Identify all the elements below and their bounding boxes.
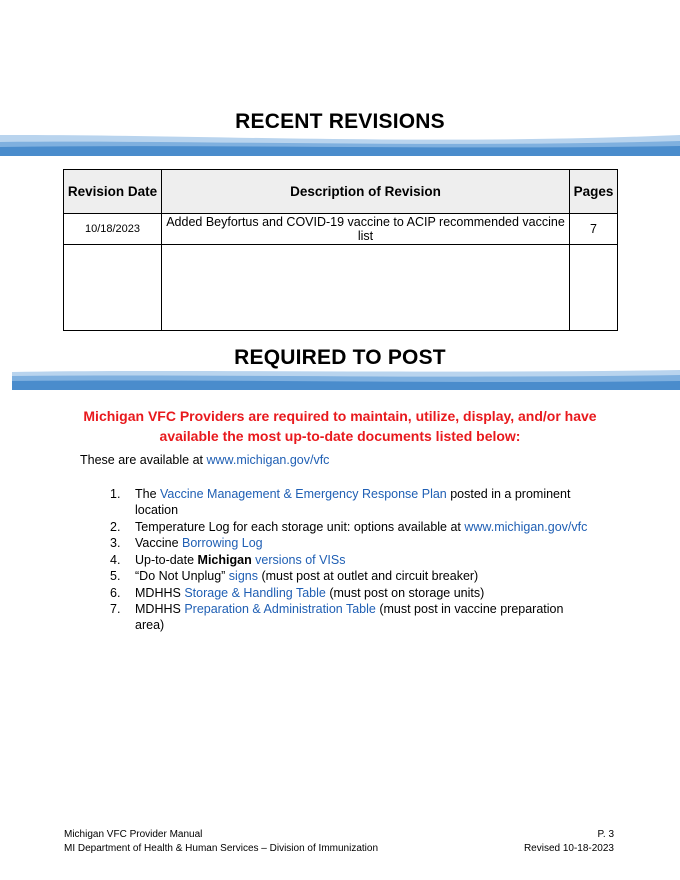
recent-revisions-heading: RECENT REVISIONS xyxy=(235,110,445,133)
item-text: (must post in vaccine preparation area) xyxy=(135,602,564,632)
notice-line: Michigan VFC Providers are required to maintain, utilize, display, and/or have xyxy=(83,408,597,424)
revision-description-cell: Added Beyfortus and COVID-19 vaccine to ACIP recommended vaccine list xyxy=(162,214,570,245)
list-item xyxy=(110,601,590,633)
list-item xyxy=(110,585,590,601)
empty-cell xyxy=(64,245,162,331)
preparation-administration-table-link[interactable]: Preparation & Administration Table xyxy=(184,602,376,616)
temperature-log-link[interactable]: www.michigan.gov/vfc xyxy=(464,519,588,534)
item-text: MDHHS xyxy=(135,602,185,616)
item-text: The xyxy=(135,487,161,501)
revisions-table xyxy=(63,169,618,331)
footer-department: MI Department of Health & Human Services – Division of Immunization xyxy=(64,843,379,854)
footer-manual-title: Michigan VFC Provider Manual xyxy=(64,829,203,840)
list-item xyxy=(110,552,590,568)
item-number: 3. xyxy=(110,536,121,550)
table-row xyxy=(64,214,618,245)
item-number: 5. xyxy=(110,569,121,583)
availability-prefix: These are available at xyxy=(80,453,207,467)
item-text: “Do Not Unplug” xyxy=(135,569,229,583)
page-number: P. 3 xyxy=(597,829,614,840)
item-text: (must post on storage units) xyxy=(325,585,485,600)
list-item xyxy=(110,568,590,584)
do-not-unplug-signs-link[interactable]: signs xyxy=(228,569,258,583)
required-documents-list xyxy=(110,486,590,634)
vis-versions-link[interactable]: versions of VISs xyxy=(251,552,346,567)
column-header-revision-date: Revision Date xyxy=(64,170,162,214)
revision-date-cell: 10/18/2023 xyxy=(64,214,162,245)
availability-text xyxy=(80,453,329,467)
required-notice xyxy=(60,406,620,446)
empty-cell xyxy=(570,245,618,331)
item-number: 1. xyxy=(110,487,121,501)
item-number: 2. xyxy=(110,519,121,534)
borrowing-log-link[interactable]: Borrowing Log xyxy=(182,536,263,550)
footer-left xyxy=(64,828,378,856)
storage-handling-table-link[interactable]: Storage & Handling Table xyxy=(184,585,326,600)
footer-right xyxy=(524,828,614,856)
item-text: Vaccine xyxy=(135,536,183,550)
table-row-empty xyxy=(64,245,618,331)
decorative-swoosh-top xyxy=(0,130,680,160)
revision-pages-cell: 7 xyxy=(570,214,618,245)
item-text: posted in a prominent location xyxy=(135,487,571,517)
emergency-response-plan-link[interactable]: Vaccine Management & Emergency Response Plan xyxy=(160,487,447,501)
item-number: 6. xyxy=(110,585,121,600)
item-number: 4. xyxy=(110,552,121,567)
item-number: 7. xyxy=(110,602,121,616)
item-text: MDHHS xyxy=(135,585,185,600)
decorative-swoosh-bottom xyxy=(0,366,680,394)
list-item xyxy=(110,519,590,535)
notice-line: available the most up-to-date documents listed below: xyxy=(159,428,521,444)
column-header-pages: Pages xyxy=(570,170,618,214)
list-item xyxy=(110,486,590,518)
list-item xyxy=(110,535,590,551)
item-text: Temperature Log for each storage unit: options available at xyxy=(135,519,465,534)
required-to-post-heading: REQUIRED TO POST xyxy=(234,346,446,369)
revised-date: Revised 10-18-2023 xyxy=(523,843,614,854)
item-bold-text: Michigan xyxy=(197,552,252,567)
item-text: Up-to-date xyxy=(135,552,198,567)
michigan-vfc-link[interactable]: www.michigan.gov/vfc xyxy=(206,453,330,467)
empty-cell xyxy=(162,245,570,331)
item-text: (must post at outlet and circuit breaker) xyxy=(257,569,479,583)
column-header-description: Description of Revision xyxy=(162,170,570,214)
